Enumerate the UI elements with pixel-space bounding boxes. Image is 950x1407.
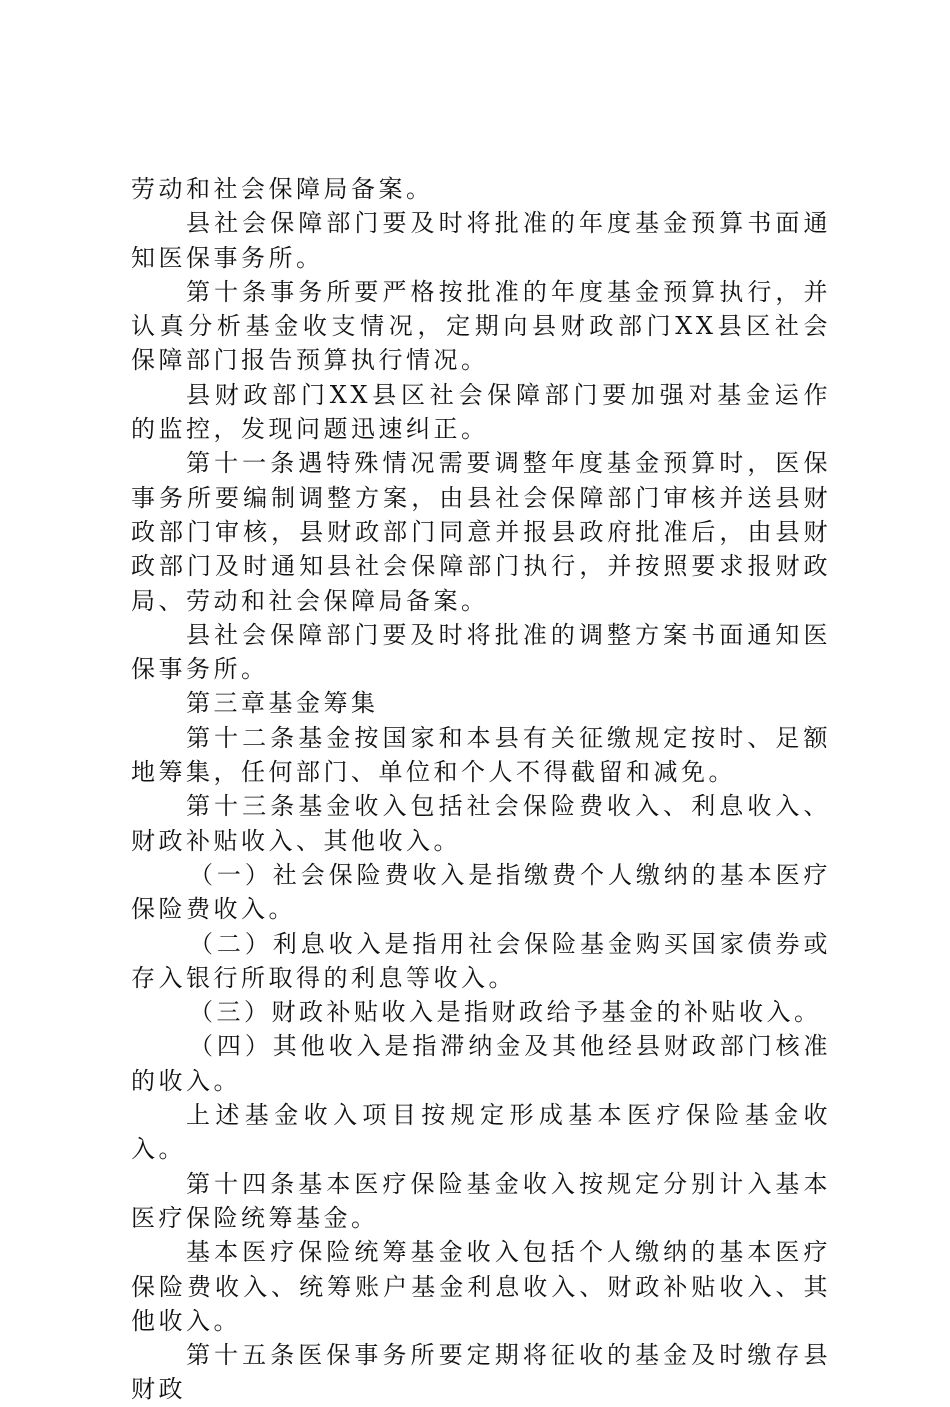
paragraph-article-12: 第十二条基金按国家和本县有关征缴规定按时、足额地筹集，任何部门、单位和个人不得截留和减免。 bbox=[131, 723, 831, 787]
paragraph-6: 县社会保障部门要及时将批准的调整方案书面通知医保事务所。 bbox=[131, 620, 831, 684]
paragraph-article-10: 第十条事务所要严格按批准的年度基金预算执行，并认真分析基金收支情况，定期向县财政部门XX县区社会保障部门报告预算执行情况。 bbox=[131, 277, 831, 375]
chapter-heading: 第三章基金筹集 bbox=[186, 689, 379, 718]
paragraph-article-11: 第十一条遇特殊情况需要调整年度基金预算时，医保事务所要编制调整方案，由县社会保障部门审核并送县财政部门审核，县财政部门同意并报县政府批准后，由县财政部门及时通知县社会保障部门执行，并按照要求报财政局、劳动和社会保障局备案。 bbox=[131, 449, 831, 615]
paragraph-1: 劳动和社会保障局备案。 bbox=[131, 175, 434, 203]
list-item-2: （二）利息收入是指用社会保险基金购买国家债券或存入银行所取得的利息等收入。 bbox=[131, 929, 831, 992]
list-item-3: （三）财政补贴收入是指财政给予基金的补贴收入。 bbox=[189, 998, 822, 1027]
paragraph-14: 上述基金收入项目按规定形成基本医疗保险基金收入。 bbox=[131, 1101, 831, 1164]
paragraph-article-14: 第十四条基本医疗保险基金收入按规定分别计入基本医疗保险统筹基金。 bbox=[131, 1169, 831, 1232]
paragraph-article-15: 第十五条医保事务所要定期将征收的基金及时缴存县财政 bbox=[131, 1341, 831, 1404]
list-item-1: （一）社会保险费收入是指缴费个人缴纳的基本医疗保险费收入。 bbox=[131, 860, 831, 924]
paragraph-4: 县财政部门XX县区社会保障部门要加强对基金运作的监控，发现问题迅速纠正。 bbox=[131, 380, 831, 444]
list-item-4: （四）其他收入是指滞纳金及其他经县财政部门核准的收入。 bbox=[131, 1032, 831, 1095]
paragraph-article-13: 第十三条基金收入包括社会保险费收入、利息收入、财政补贴收入、其他收入。 bbox=[131, 792, 831, 855]
paragraph-16: 基本医疗保险统筹基金收入包括个人缴纳的基本医疗保险费收入、统筹账户基金利息收入、财政补贴收入、其他收入。 bbox=[131, 1238, 831, 1335]
paragraph-2: 县社会保障部门要及时将批准的年度基金预算书面通知医保事务所。 bbox=[131, 209, 831, 272]
document-body bbox=[131, 172, 831, 1407]
